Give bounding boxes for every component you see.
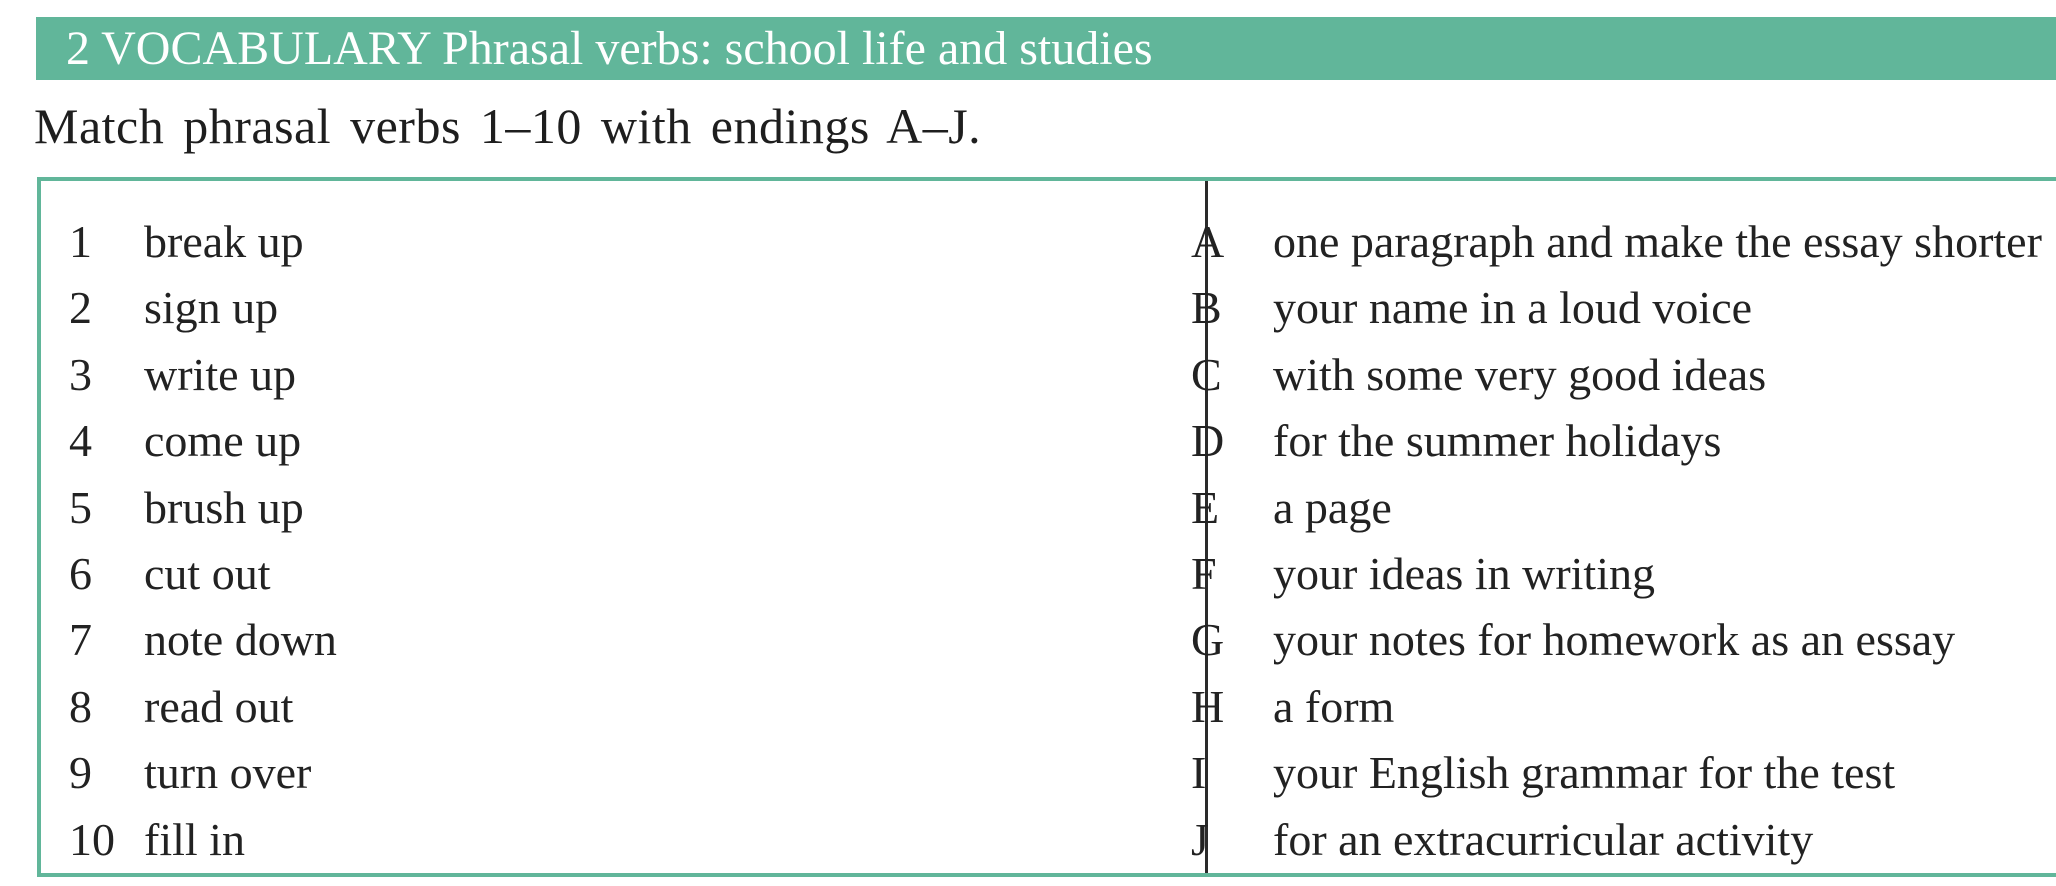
verb-row [69,475,337,541]
ending-row [1191,607,2042,673]
verb-number: 3 [69,348,92,400]
ending-row [1191,209,2042,275]
verb-row [69,740,337,806]
verb-text: turn over [144,747,312,799]
ending-text: a form [1273,680,1395,732]
phrasal-verbs-list [69,209,337,873]
ending-text: for the summer holidays [1273,415,1722,467]
ending-letter: B [1191,282,1222,334]
ending-letter: E [1191,481,1220,533]
ending-row [1191,342,2042,408]
ending-letter: C [1191,348,1222,400]
verb-number: 4 [69,415,92,467]
verb-number: 8 [69,680,92,732]
ending-text: for an extracurricular activity [1273,813,1814,865]
ending-text: with some very good ideas [1273,348,1767,400]
verb-text: come up [144,415,302,467]
ending-row [1191,807,2042,873]
verb-row [69,342,337,408]
verb-number: 7 [69,614,92,666]
ending-letter: I [1191,747,1207,799]
verb-number: 10 [69,813,115,865]
verb-number: 2 [69,282,92,334]
ending-letter: D [1191,415,1225,467]
verb-text: read out [144,680,294,732]
verb-number: 6 [69,547,92,599]
ending-letter: H [1191,680,1225,732]
ending-letter: J [1191,813,1209,865]
verb-text: write up [144,348,297,400]
instruction-text: Match phrasal verbs 1–10 with endings A–J. [34,98,982,154]
verb-text: break up [144,216,304,267]
ending-row [1191,475,2042,541]
verb-text: brush up [144,481,304,533]
ending-row [1191,275,2042,341]
matching-table [37,177,2056,877]
ending-text: a page [1273,481,1392,533]
ending-row [1191,740,2042,806]
verb-row [69,209,337,275]
ending-letter: A [1191,216,1225,267]
verb-row [69,275,337,341]
verb-row [69,607,337,673]
ending-text: your ideas in writing [1273,547,1655,599]
ending-row [1191,541,2042,607]
verb-text: note down [144,614,337,666]
ending-row [1191,674,2042,740]
ending-row [1191,408,2042,474]
ending-letter: F [1191,547,1217,599]
verb-row [69,541,337,607]
ending-text: one paragraph and make the essay shorter [1273,216,2042,267]
verb-text: fill in [144,813,245,865]
verb-number: 5 [69,481,92,533]
ending-text: your notes for homework as an essay [1273,614,1956,666]
verb-number: 9 [69,747,92,799]
verb-text: sign up [144,282,279,334]
endings-list [1191,209,2042,873]
ending-letter: G [1191,614,1225,666]
verb-row [69,807,337,873]
section-title: 2 VOCABULARY Phrasal verbs: school life and studies [36,17,2056,80]
ending-text: your English grammar for the test [1273,747,1896,799]
verb-row [69,408,337,474]
verb-text: cut out [144,547,271,599]
ending-text: your name in a loud voice [1273,282,1753,334]
verb-row [69,674,337,740]
verb-number: 1 [69,216,92,267]
